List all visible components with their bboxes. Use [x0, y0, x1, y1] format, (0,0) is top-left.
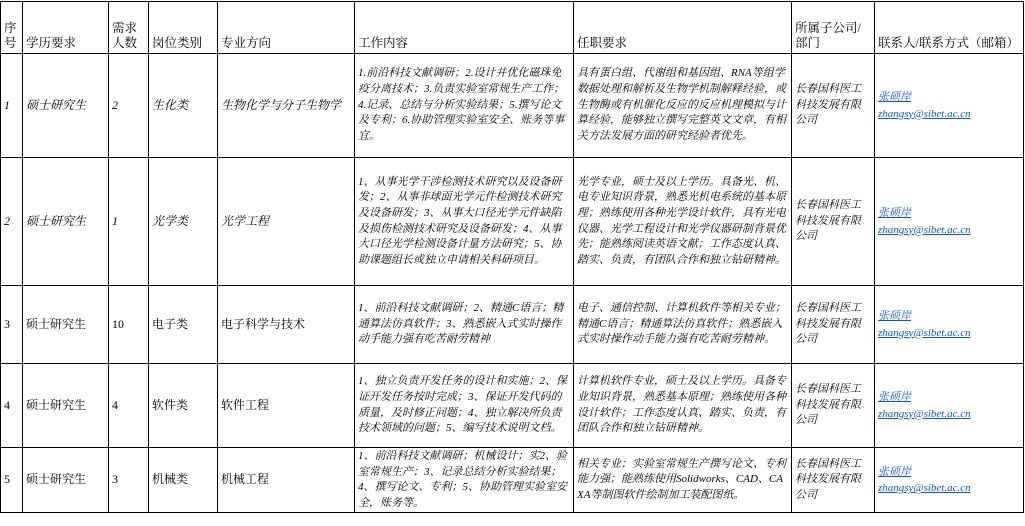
cell-requirements: 电子、通信控制、计算机软件等相关专业；精通C语言；精通算法仿真软件；熟悉嵌入式实时操作动手能力强有吃苦耐劳精神。	[574, 286, 792, 364]
cell-no: 4	[1, 364, 23, 448]
cell-requirements: 光学专业，硕士及以上学历。具备光、机、电专业知识背景，熟悉光机电系统的基本原理；熟练使用各种光学设计软件，具有光电仪器、光学工程设计和光学仪器研制背景优先；能熟练阅读英语文献；工作态度认真、踏实、负责，有团队合作和独立钻研精神。	[574, 158, 792, 286]
contact-email-link[interactable]: zhangsy@sibet.ac.cn	[878, 482, 971, 495]
col-header-duties: 工作内容	[355, 2, 574, 54]
cell-category: 软件类	[149, 364, 218, 448]
cell-company: 长春国科医工科技发展有限公司	[792, 364, 875, 448]
cell-education: 硕士研究生	[23, 364, 109, 448]
col-header-requirements: 任职要求	[574, 2, 792, 54]
cell-company: 长春国科医工科技发展有限公司	[792, 448, 875, 513]
cell-company: 长春国科医工科技发展有限公司	[792, 286, 875, 364]
contact-name-link[interactable]: 张硕岸	[878, 309, 911, 322]
cell-count: 1	[109, 158, 149, 286]
cell-duties: 1、前沿科技文献调研；机械设计；实2、验室常规生产；3、记录总结分析实验结果；4、撰写论文、专利；5、协助管理实验室安全，账务等。	[355, 448, 574, 513]
col-header-education: 学历要求	[23, 2, 109, 54]
table-row	[1, 364, 1024, 448]
cell-requirements: 具有蛋白组、代谢组和基因组、RNA等组学数据处理和解析及生物学机制解释经验，或生物酶或有机催化反应的反应机理模拟与计算经验，能够独立撰写完整英文文章，有相关方法发展方面的研究经验者优先。	[574, 54, 792, 158]
cell-contact	[875, 364, 1024, 448]
cell-education: 硕士研究生	[23, 448, 109, 513]
table-row	[1, 448, 1024, 513]
cell-requirements: 相关专业；实验室常规生产撰写论文、专利能力强；能熟练使用Solidworks、CAD、CAXA等制图软件绘制加工装配图纸。	[574, 448, 792, 513]
cell-duties: 1.前沿科技文献调研；2.设计并优化磁珠免疫分离技术；3.负责实验室常规生产工作；4.记录、总结与分析实验结果；5.撰写论文及专利；6.协助管理实验室安全、账务等事宜。	[355, 54, 574, 158]
cell-major: 机械工程	[218, 448, 355, 513]
contact-name-link[interactable]: 张硕岸	[878, 390, 911, 403]
contact-email-link[interactable]: zhangsy@sibet.ac.cn	[878, 326, 971, 339]
cell-count: 2	[109, 54, 149, 158]
cell-count: 4	[109, 364, 149, 448]
cell-contact	[875, 286, 1024, 364]
cell-major: 软件工程	[218, 364, 355, 448]
col-header-contact: 联系人/联系方式（邮箱）	[875, 2, 1024, 54]
table-row	[1, 158, 1024, 286]
cell-duties: 1、从事光学干涉检测技术研究以及设备研发；2、从事非球面光学元件检测技术研究及设备研发；3、从事大口径光学元件缺陷及损伤检测技术研究及设备研发；4、从事大口径光学检测设备计量方法研究；5、协助课题组长或独立申请相关科研项目。	[355, 158, 574, 286]
cell-major: 光学工程	[218, 158, 355, 286]
contact-name-link[interactable]: 张硕岸	[878, 90, 911, 103]
cell-major: 电子科学与技术	[218, 286, 355, 364]
cell-category: 机械类	[149, 448, 218, 513]
cell-category: 电子类	[149, 286, 218, 364]
contact-email-link[interactable]: zhangsy@sibet.ac.cn	[878, 107, 971, 120]
recruitment-table	[0, 1, 1024, 513]
cell-duties: 1、独立负责开发任务的设计和实施；2、保证开发任务按时完成；3、保证开发代码的质量，及时修正问题；4、独立解决所负责技术领域的问题；5、编写技术说明文档。	[355, 364, 574, 448]
cell-major: 生物化学与分子生物学	[218, 54, 355, 158]
contact-name-link[interactable]: 张硕岸	[878, 206, 911, 219]
cell-company: 长春国科医工科技发展有限公司	[792, 54, 875, 158]
contact-email-link[interactable]: zhangsy@sibet.ac.cn	[878, 407, 971, 420]
contact-name-link[interactable]: 张硕岸	[878, 465, 911, 478]
contact-email-link[interactable]: zhangsy@sibet.ac.cn	[878, 223, 971, 236]
cell-company: 长春国科医工科技发展有限公司	[792, 158, 875, 286]
cell-count: 3	[109, 448, 149, 513]
cell-requirements: 计算机软件专业，硕士及以上学历。具备专业知识背景，熟悉基本原理；熟练使用各种设计软件；工作态度认真、踏实、负责，有团队合作和独立钻研精神。	[574, 364, 792, 448]
col-header-count: 需求人数	[109, 2, 149, 54]
table-row	[1, 54, 1024, 158]
cell-education: 硕士研究生	[23, 54, 109, 158]
cell-no: 1	[1, 54, 23, 158]
cell-education: 硕士研究生	[23, 158, 109, 286]
cell-category: 生化类	[149, 54, 218, 158]
header-row	[1, 2, 1024, 54]
cell-count: 10	[109, 286, 149, 364]
cell-contact	[875, 158, 1024, 286]
cell-contact	[875, 448, 1024, 513]
col-header-category: 岗位类别	[149, 2, 218, 54]
table-row	[1, 286, 1024, 364]
cell-education: 硕士研究生	[23, 286, 109, 364]
cell-no: 2	[1, 158, 23, 286]
col-header-major: 专业方向	[218, 2, 355, 54]
col-header-no: 序号	[1, 2, 23, 54]
cell-duties: 1、前沿科技文献调研；2、精通C语言；精通算法仿真软件；3、熟悉嵌入式实时操作动手能力强有吃苦耐劳精神	[355, 286, 574, 364]
col-header-company: 所属子公司/部门	[792, 2, 875, 54]
cell-no: 5	[1, 448, 23, 513]
cell-no: 3	[1, 286, 23, 364]
cell-category: 光学类	[149, 158, 218, 286]
cell-contact	[875, 54, 1024, 158]
